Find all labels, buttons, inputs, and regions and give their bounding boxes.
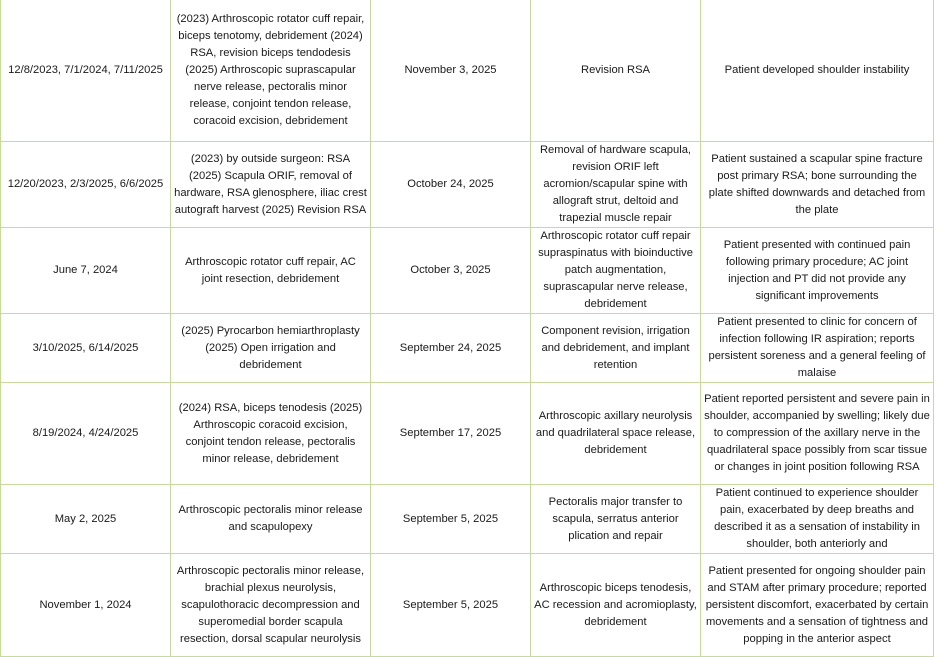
reason-cell: Patient developed shoulder instability xyxy=(701,0,934,142)
procedure-cell: Component revision, irrigation and debridement, and implant retention xyxy=(531,314,701,383)
table-row xyxy=(1,485,934,554)
surgery-date-cell: October 24, 2025 xyxy=(371,142,531,228)
reason-cell: Patient presented to clinic for concern of infection following IR aspiration; reports persistent soreness and a general feeling of malaise xyxy=(701,314,934,383)
table-row xyxy=(1,228,934,314)
surgery-date-cell: October 3, 2025 xyxy=(371,228,531,314)
surgery-date-cell: September 5, 2025 xyxy=(371,554,531,657)
prior-history-cell: (2024) RSA, biceps tenodesis (2025) Arthroscopic coracoid excision, conjoint tendon release, pectoralis minor release, debridement xyxy=(171,383,371,485)
prior-history-cell: Arthroscopic rotator cuff repair, AC joint resection, debridement xyxy=(171,228,371,314)
prior-history-cell: (2023) by outside surgeon: RSA (2025) Scapula ORIF, removal of hardware, RSA glenosphere, iliac crest autograft harvest (2025) Revision RSA xyxy=(171,142,371,228)
reason-cell: Patient continued to experience shoulder pain, exacerbated by deep breaths and described it as a sensation of instability in shoulder, both anteriorly and xyxy=(701,485,934,554)
procedure-cell: Removal of hardware scapula, revision ORIF left acromion/scapular spine with allograft strut, deltoid and trapezial muscle repair xyxy=(531,142,701,228)
prior-history-cell: Arthroscopic pectoralis minor release, brachial plexus neurolysis, scapulothoracic decompression and superomedial border scapula resection, dorsal scapular neurolysis xyxy=(171,554,371,657)
prior-dates-cell: 12/20/2023, 2/3/2025, 6/6/2025 xyxy=(1,142,171,228)
prior-dates-cell: November 1, 2024 xyxy=(1,554,171,657)
prior-history-cell: (2025) Pyrocarbon hemiarthroplasty (2025) Open irrigation and debridement xyxy=(171,314,371,383)
surgery-date-cell: September 17, 2025 xyxy=(371,383,531,485)
table-row xyxy=(1,0,934,142)
reason-cell: Patient presented for ongoing shoulder pain and STAM after primary procedure; reported persistent discomfort, exacerbated by certain movements and a sensation of tightness and popping in the anterior aspect xyxy=(701,554,934,657)
procedure-cell: Arthroscopic axillary neurolysis and quadrilateral space release, debridement xyxy=(531,383,701,485)
surgery-date-cell: November 3, 2025 xyxy=(371,0,531,142)
procedure-cell: Arthroscopic rotator cuff repair supraspinatus with bioinductive patch augmentation, suprascapular nerve release, debridement xyxy=(531,228,701,314)
table-row xyxy=(1,383,934,485)
prior-history-cell: (2023) Arthroscopic rotator cuff repair, biceps tenotomy, debridement (2024) RSA, revision biceps tendodesis (2025) Arthroscopic suprascapular nerve release, pectoralis minor release, conjoint tendon release, coracoid excision, debridement xyxy=(171,0,371,142)
table-row xyxy=(1,554,934,657)
prior-dates-cell: 3/10/2025, 6/14/2025 xyxy=(1,314,171,383)
surgery-date-cell: September 24, 2025 xyxy=(371,314,531,383)
prior-dates-cell: 8/19/2024, 4/24/2025 xyxy=(1,383,171,485)
surgery-date-cell: September 5, 2025 xyxy=(371,485,531,554)
reason-cell: Patient sustained a scapular spine fracture post primary RSA; bone surrounding the plate shifted downwards and detached from the plate xyxy=(701,142,934,228)
prior-dates-cell: May 2, 2025 xyxy=(1,485,171,554)
table-right-border xyxy=(933,0,934,652)
prior-dates-cell: 12/8/2023, 7/1/2024, 7/11/2025 xyxy=(1,0,171,142)
prior-history-cell: Arthroscopic pectoralis minor release and scapulopexy xyxy=(171,485,371,554)
procedure-cell: Revision RSA xyxy=(531,0,701,142)
table-row xyxy=(1,142,934,228)
prior-dates-cell: June 7, 2024 xyxy=(1,228,171,314)
reason-cell: Patient reported persistent and severe pain in shoulder, accompanied by swelling; likely due to compression of the axillary nerve in the quadrilateral space possibly from scar tissue or changes in joint position following RSA xyxy=(701,383,934,485)
procedure-cell: Arthroscopic biceps tenodesis, AC recession and acromioplasty, debridement xyxy=(531,554,701,657)
procedure-cell: Pectoralis major transfer to scapula, serratus anterior plication and repair xyxy=(531,485,701,554)
table-row xyxy=(1,314,934,383)
reason-cell: Patient presented with continued pain following primary procedure; AC joint injection and PT did not provide any significant improvements xyxy=(701,228,934,314)
